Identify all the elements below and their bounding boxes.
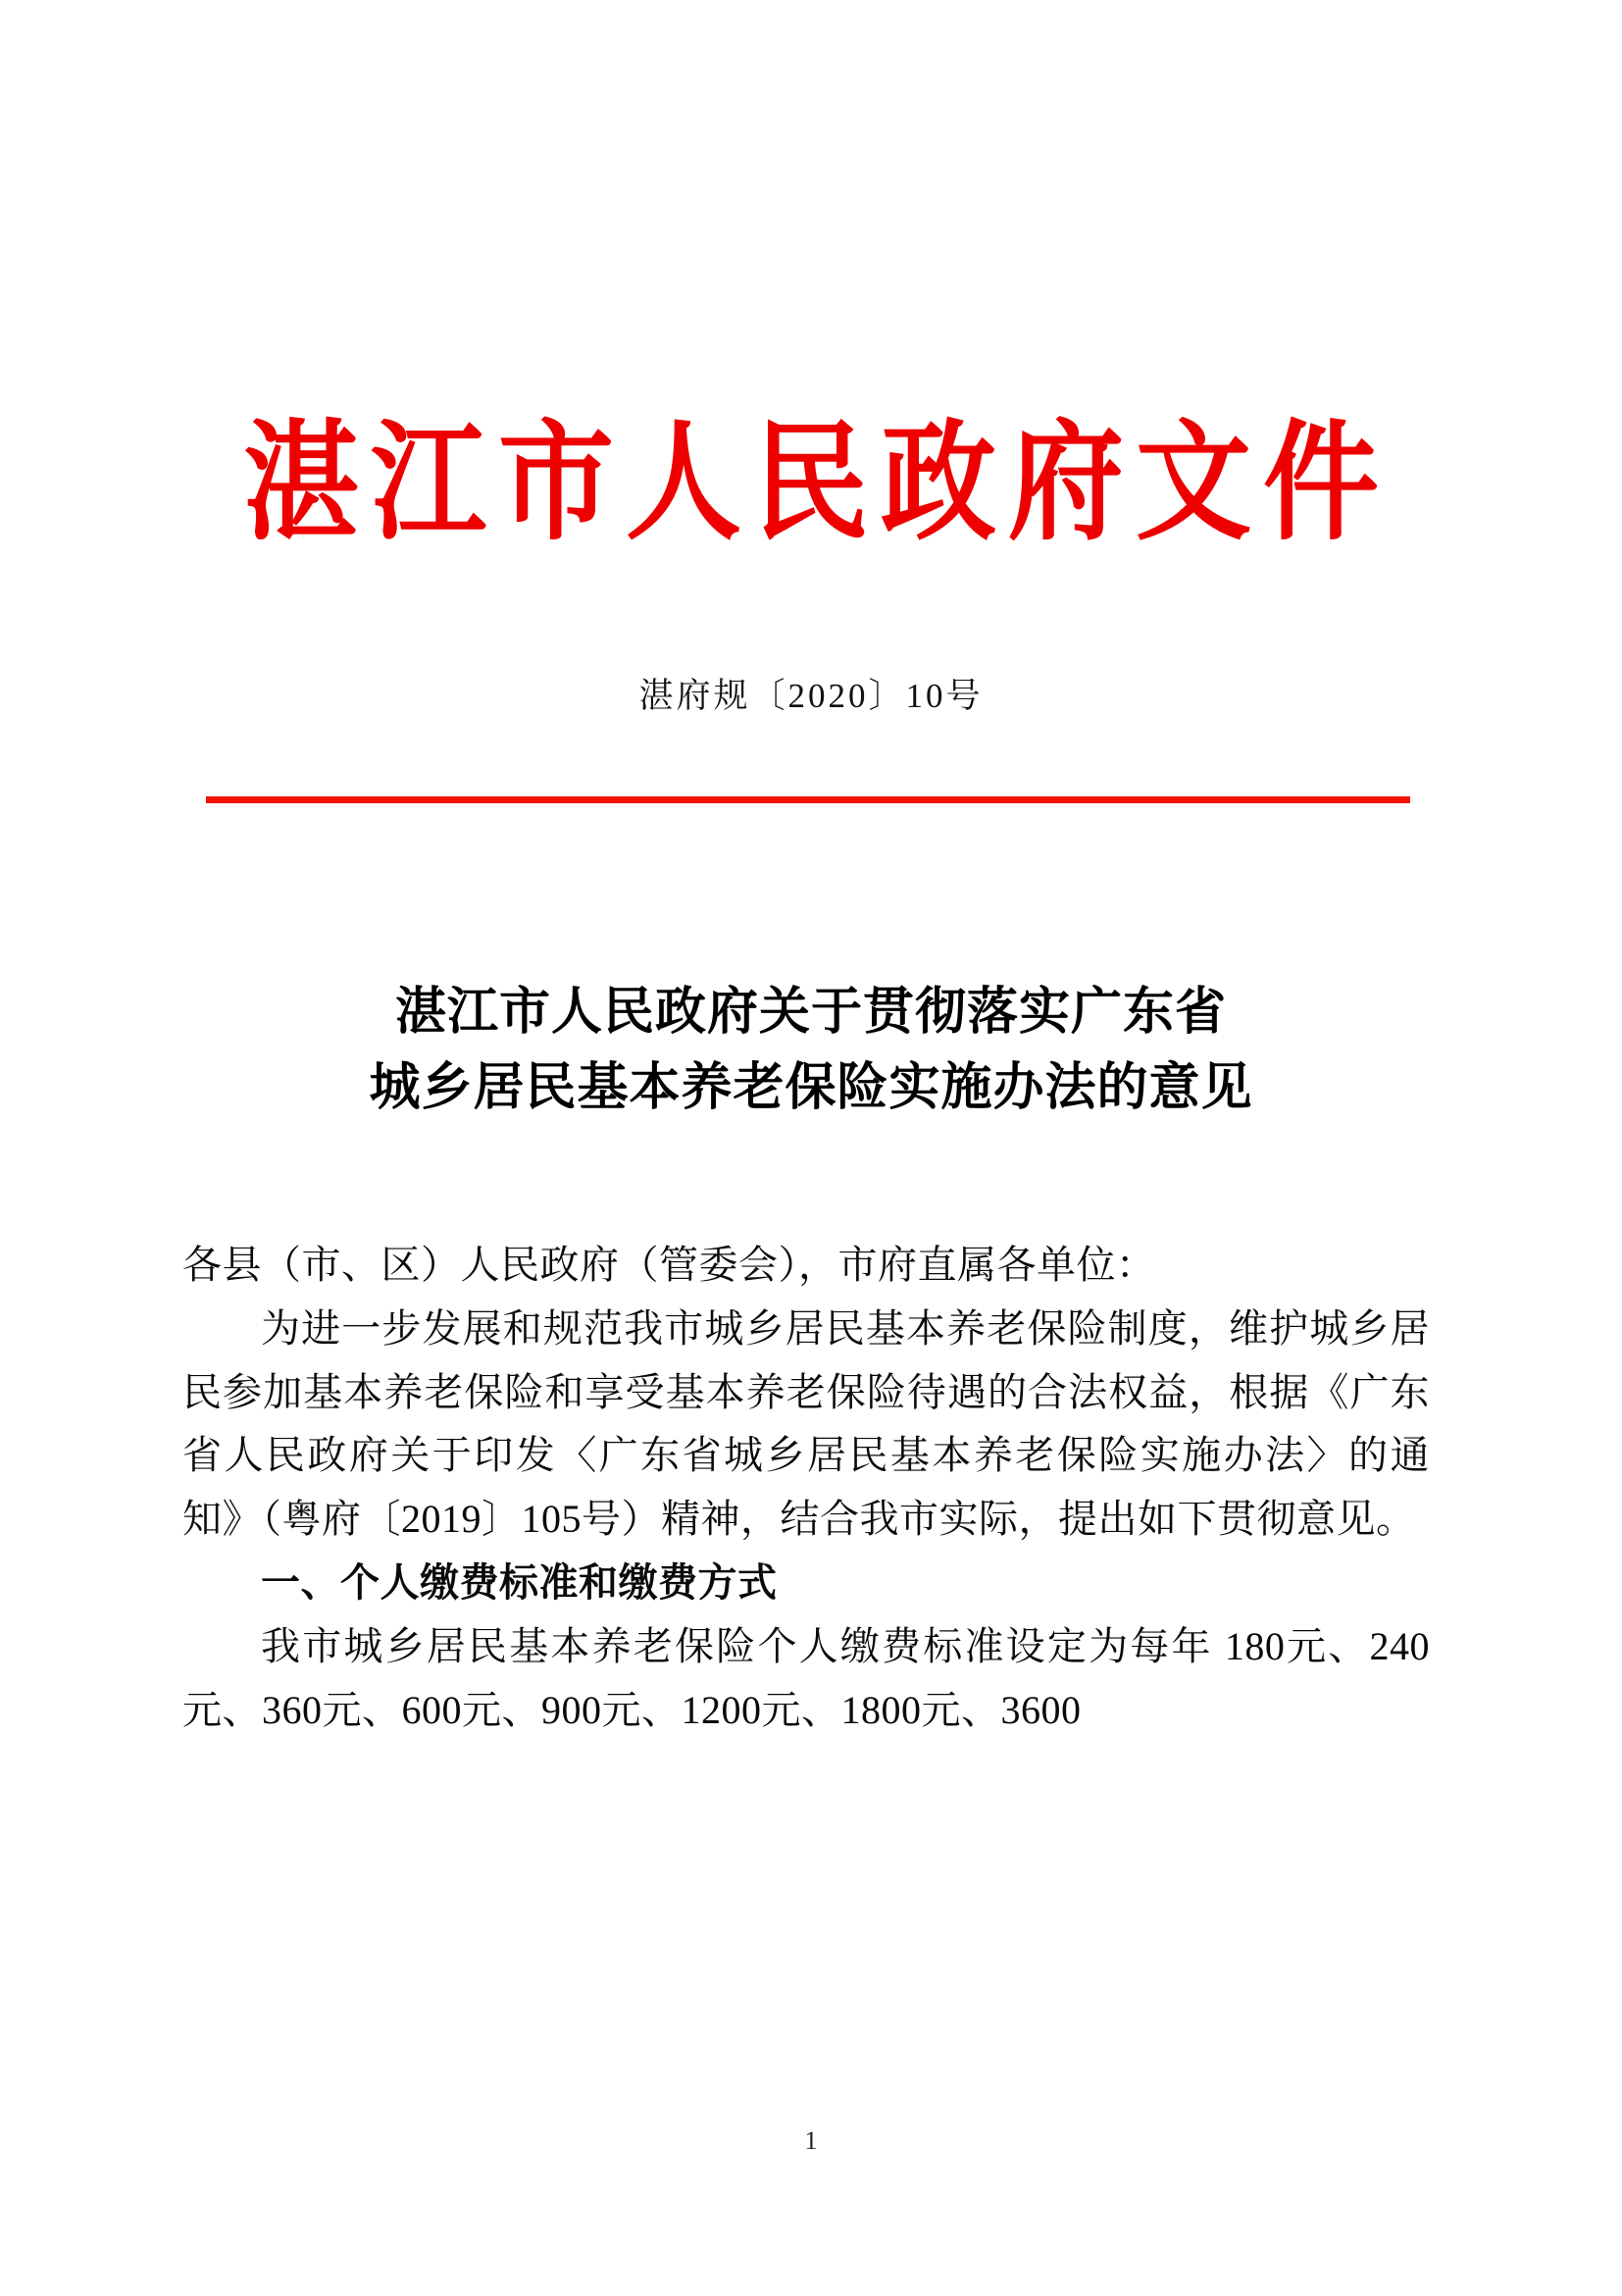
document-title-line-1: 湛江市人民政府关于贯彻落实广东省 bbox=[394, 985, 1227, 1041]
document-body bbox=[182, 1234, 1430, 1742]
page-number: 1 bbox=[804, 2126, 818, 2155]
masthead bbox=[0, 412, 1622, 556]
section-heading-1: 一、个人缴费标准和缴费方式 bbox=[261, 1559, 778, 1605]
masthead-title: 湛江市人民政府文件 bbox=[242, 412, 1391, 556]
salutation: 各县（市、区）人民政府（管委会），市府直属各单位： bbox=[182, 1243, 1156, 1287]
document-title bbox=[0, 976, 1622, 1127]
document-title-line-2: 城乡居民基本养老保险实施办法的意见 bbox=[369, 1059, 1253, 1116]
paragraph-contribution-standards: 我市城乡居民基本养老保险个人缴费标准设定为每年 180元、240元、360元、600元、900元、1200元、1800元、3600 bbox=[182, 1623, 1430, 1732]
paragraph-background: 为进一步发展和规范我市城乡居民基本养老保险制度，维护城乡居民参加基本养老保险和享受基本养老保险待遇的合法权益，根据《广东省人民政府关于印发〈广东省城乡居民基本养老保险实施办法〉的通知》（粤府〔2019〕105号）精神，结合我市实际，提出如下贯彻意见。 bbox=[182, 1305, 1430, 1542]
red-separator-rule bbox=[206, 796, 1410, 803]
document-number: 湛府规〔2020〕10号 bbox=[638, 677, 984, 715]
